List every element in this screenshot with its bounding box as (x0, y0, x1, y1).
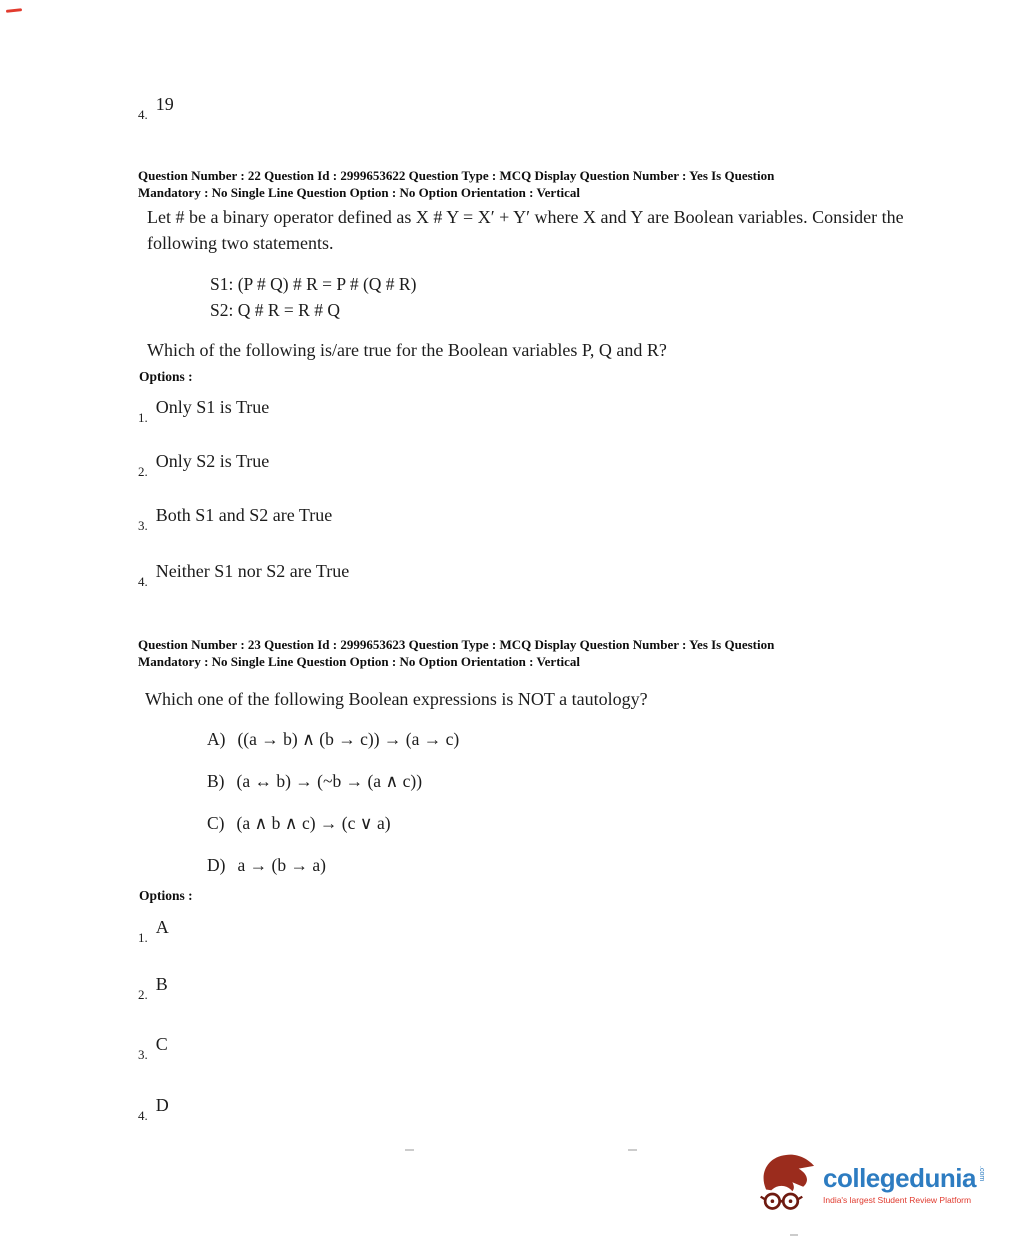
option-number: 2. (138, 987, 148, 1002)
expression-label: C) (207, 813, 225, 833)
statement-s1: S1: (P # Q) # R = P # (Q # R) (210, 274, 417, 294)
option-text: A (155, 917, 169, 937)
question-23-header-line-2: Mandatory : No Single Line Question Option : No Option Orientation : Vertical (138, 654, 581, 669)
expression-label: D) (207, 855, 226, 875)
question-22-subtext: Which of the following is/are true for the Boolean variables P, Q and R? (147, 340, 667, 360)
brand-name: collegedunia (823, 1163, 976, 1193)
collegedunia-logo-text (823, 1150, 985, 1205)
brand-suffix: .com (977, 1166, 985, 1182)
expression-row-c (207, 811, 459, 836)
option-number: 3. (138, 518, 148, 533)
question-22-option-row-4 (138, 561, 350, 590)
option-text: B (155, 974, 168, 994)
scan-artifact-dash (405, 1149, 414, 1151)
scan-artifact-dash (628, 1149, 637, 1151)
question-22-header-line-2: Mandatory : No Single Line Question Option : No Option Orientation : Vertical (138, 185, 581, 200)
expression-label: B) (207, 771, 225, 791)
option-number: 2. (138, 464, 148, 479)
question-22-statements (210, 271, 416, 323)
option-number: 1. (138, 930, 148, 945)
option-number: 4. (138, 1108, 148, 1123)
option-number: 1. (138, 410, 148, 425)
scan-artifact-mark (6, 8, 22, 13)
expression-text: a → (b → a) (237, 855, 326, 875)
option-text: C (155, 1034, 168, 1054)
question-22-option-row-2 (138, 451, 270, 480)
scan-artifact-dash (790, 1234, 798, 1236)
question-22-option-row-1 (138, 397, 270, 426)
question-23-option-row-3 (138, 1034, 168, 1063)
question-22-header-line-1: Question Number : 22 Question Id : 2999653622 Question Type : MCQ Display Question Number : Yes Is Question (138, 168, 775, 183)
prev-option-number: 4. (138, 107, 148, 122)
question-23-header (138, 636, 900, 670)
question-23-header-line-1: Question Number : 23 Question Id : 2999653623 Question Type : MCQ Display Question Number : Yes Is Question (138, 637, 775, 652)
option-text: D (155, 1095, 169, 1115)
prev-option-text: 19 (155, 94, 174, 114)
expression-row-b (207, 769, 459, 794)
collegedunia-mascot-icon (757, 1150, 815, 1218)
question-22-header (138, 167, 900, 201)
question-23-options-label: Options : (139, 888, 193, 903)
option-number: 3. (138, 1047, 148, 1062)
question-22-option-row-3 (138, 505, 333, 534)
expression-text: (a ∧ b ∧ c) → (c ∨ a) (236, 813, 391, 833)
question-22-text: Let # be a binary operator defined as X # Y = X′ + Y′ where X and Y are Boolean variables. Consider the following two statements. (147, 207, 904, 253)
option-text: Only S1 is True (155, 397, 270, 417)
question-23-option-row-4 (138, 1095, 169, 1124)
question-22-options-label: Options : (139, 369, 193, 384)
expression-text: ((a → b) ∧ (b → c)) → (a → c) (237, 729, 460, 749)
question-23-option-row-1 (138, 917, 169, 946)
option-number: 4. (138, 574, 148, 589)
brand-tagline: India's largest Student Review Platform (823, 1195, 972, 1205)
statement-s2: S2: Q # R = R # Q (210, 300, 340, 320)
expression-row-a (207, 727, 459, 752)
prev-question-option-row (138, 94, 174, 123)
option-text: Only S2 is True (155, 451, 270, 471)
expression-text: (a ↔ b) → (~b → (a ∧ c)) (236, 771, 423, 791)
expression-label: A) (207, 729, 226, 749)
option-text: Neither S1 nor S2 are True (155, 561, 350, 581)
question-23-option-row-2 (138, 974, 168, 1003)
collegedunia-logo (757, 1150, 985, 1218)
question-23-expressions (207, 727, 459, 878)
expression-row-d (207, 853, 459, 878)
question-23-text: Which one of the following Boolean expressions is NOT a tautology? (145, 689, 648, 709)
option-text: Both S1 and S2 are True (155, 505, 333, 525)
